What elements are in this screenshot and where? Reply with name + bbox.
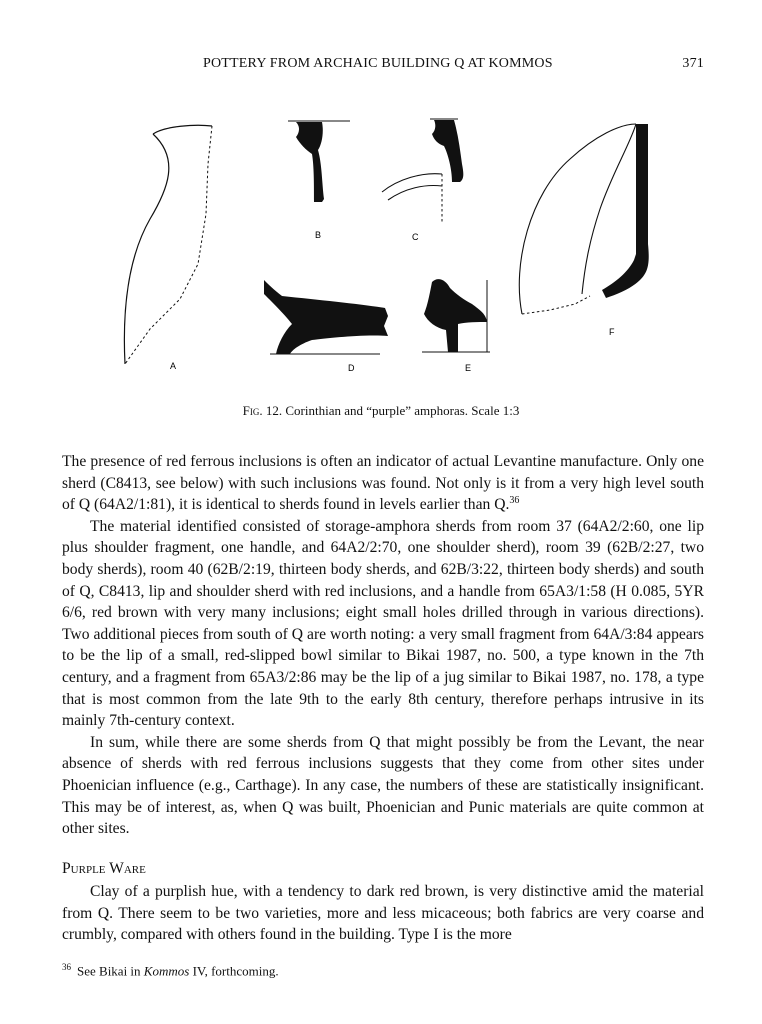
profile-e	[422, 279, 490, 373]
paragraph-3: In sum, while there are some sherds from Q that might possibly be from the Levant, the near absence of sherds with red ferrous inclusions suggests that they come from other sites under Phoenician influence (e.g., Carthage). In any case, the numbers of these are statistically insignificant. This may be of interest, as, when Q was built, Phoenician and Punic materials are quite common at other sites.	[62, 733, 704, 838]
label-d: D	[348, 363, 355, 373]
section-heading: Purple Ware	[62, 859, 146, 877]
label-b: B	[315, 230, 322, 240]
body-text	[62, 451, 704, 946]
figure-caption	[0, 403, 762, 419]
label-c: C	[412, 232, 419, 242]
profile-f	[519, 124, 648, 337]
paragraph-1-text: The presence of red ferrous inclusions is often an indicator of actual Levantine manufacture. Only one sherd (C8413, see below) with such inclusions was found. Not only is it from a very high level south of Q (64A2/1:81), it is identical to sherds found in levels earlier than Q.	[62, 453, 704, 514]
paragraph-1	[62, 451, 704, 516]
profile-a	[124, 125, 212, 371]
footnote-title: Kommos	[143, 963, 190, 979]
footnote	[62, 962, 704, 979]
profile-c	[382, 119, 463, 242]
pottery-profiles-drawing	[60, 104, 702, 394]
label-a: A	[170, 361, 177, 371]
footnote-text-after: IV, forthcoming.	[189, 963, 279, 979]
running-head	[62, 56, 704, 76]
paragraph-4: Clay of a purplish hue, with a tendency to dark red brown, is very distinctive amid the material from Q. There seem to be two varieties, more and less micaceous; both fabrics are very coarse and crumbly, compared with others found in the building. Type I is the more	[62, 883, 704, 944]
label-e: E	[465, 363, 472, 373]
footnote-text-before: See Bikai in	[77, 963, 144, 979]
label-f: F	[609, 327, 615, 337]
figure-12	[60, 104, 702, 394]
paragraph-2: The material identified consisted of storage-amphora sherds from room 37 (64A2/2:60, one lip plus shoulder fragment, one handle, and 64A2/2:70, one shoulder sherd), room 39 (62B/2:27, two body sherds), room 40 (62B/2:19, thirteen body sherds, and 62B/3:22, thirteen body sherds) and south of Q, C8413, lip and shoulder sherd with red inclusions, and a handle from 65A3/1:58 (H 0.085, 5YR 6/6, red brown with very many inclusions; eight small holes drilled through in various directions). Two additional pieces from south of Q are worth noting: a very small fragment from 64A/3:84 appears to be the lip of a small, red-slipped bowl similar to Bikai 1987, no. 500, a type known in the 7th century, and a fragment from 65A3/2:86 may be the lip of a jug similar to Bikai 1987, no. 178, a type that is most common from the late 9th to the early 8th century, therefore perhaps intrusive in its mainly 7th-century context.	[62, 517, 704, 730]
footnote-ref-36: 36	[509, 495, 520, 506]
figure-caption-text: Corinthian and “purple” amphoras. Scale 1:3	[285, 403, 520, 418]
page-number: 371	[682, 56, 704, 71]
running-title: POTTERY FROM ARCHAIC BUILDING Q AT KOMMOS	[203, 56, 553, 71]
footnote-number: 36	[62, 962, 71, 972]
figure-caption-prefix: Fig. 12.	[242, 403, 283, 418]
profile-b	[288, 121, 350, 240]
profile-d	[264, 280, 388, 373]
